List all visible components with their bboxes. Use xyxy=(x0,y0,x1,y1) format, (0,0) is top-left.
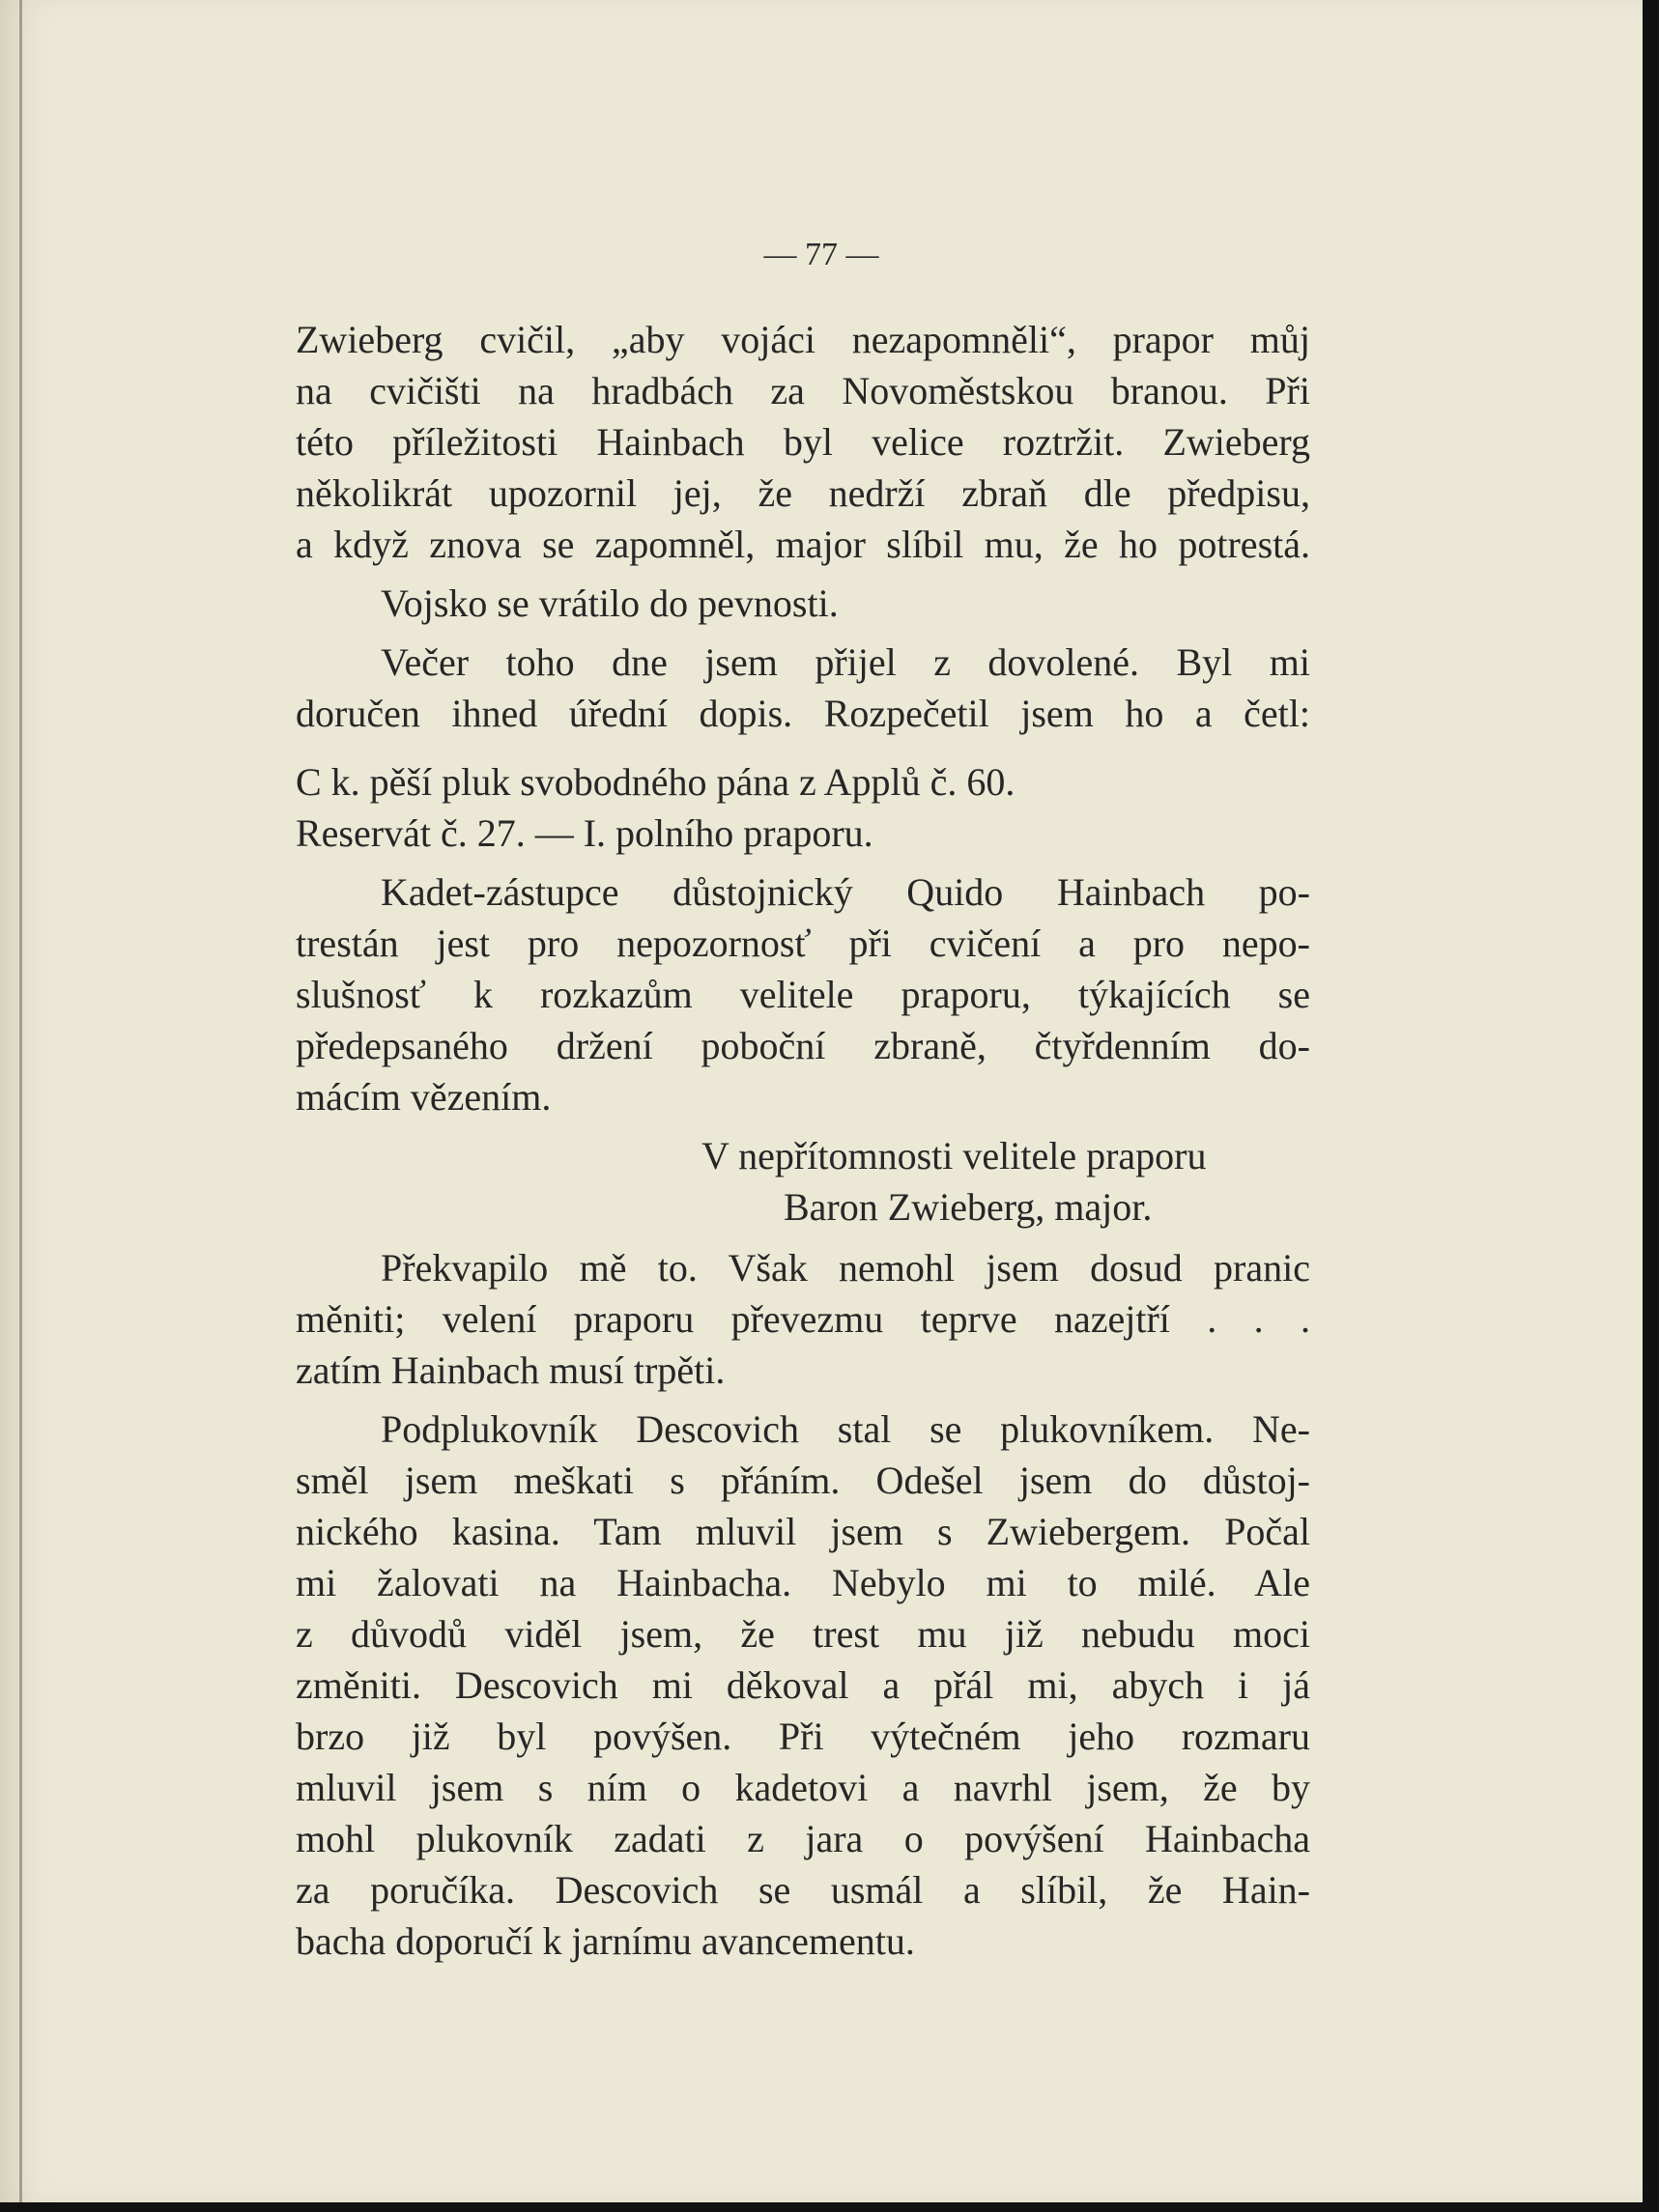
text-line: trestán jest pro nepozornosť při cvičení a pro nepo- xyxy=(296,922,1310,965)
order-signature xyxy=(296,1130,1310,1233)
paragraph-order xyxy=(296,866,1310,1122)
scan-bottom-edge xyxy=(0,2202,1659,2212)
text-line: několikrát upozornil jej, že nedrží zbraň dle předpisu, xyxy=(296,471,1310,515)
text-line: z důvodů viděl jsem, že trest mu již nebudu moci xyxy=(296,1612,1310,1656)
heading-line-regiment: C k. pěší pluk svobodného pána z Applů č. 60. xyxy=(296,760,1015,804)
text-line: Vojsko se vrátilo do pevnosti. xyxy=(381,581,839,625)
text-line: této příležitosti Hainbach byl velice roztržit. Zwieberg xyxy=(296,420,1310,464)
text-line: slušnosť k rozkazům velitele praporu, týkajících se xyxy=(296,973,1310,1016)
text-line: bacha doporučí k jarnímu avancementu. xyxy=(296,1919,915,1963)
paragraph-3 xyxy=(296,637,1310,739)
text-line: a když znova se zapomněl, major slíbil mu, že ho potrestá. xyxy=(296,523,1310,566)
text-line: Podplukovník Descovich stal se plukovníkem. Ne- xyxy=(381,1407,1310,1451)
text-line: předepsaného držení poboční zbraně, čtyřdenním do- xyxy=(296,1024,1310,1067)
text-line: měniti; velení praporu převezmu teprve nazejtří . . . xyxy=(296,1297,1310,1341)
paragraph-6 xyxy=(296,1404,1310,1967)
text-line: mácím vězením. xyxy=(296,1075,552,1119)
page-number: — 77 — xyxy=(763,237,879,272)
text-line: Kadet-zástupce důstojnický Quido Hainbach po- xyxy=(381,870,1310,914)
text-line: mi žalovati na Hainbacha. Nebylo mi to milé. Ale xyxy=(296,1561,1310,1604)
page-body xyxy=(296,314,1310,1974)
text-line: na cvičišti na hradbách za Novoměstskou branou. Při xyxy=(296,369,1310,412)
text-line: Překvapilo mě to. Však nemohl jsem dosud pranic xyxy=(381,1246,1310,1290)
scan-right-edge xyxy=(1643,0,1659,2212)
signature-line-2: Baron Zwieberg, major. xyxy=(784,1185,1153,1229)
text-line: nického kasina. Tam mluvil jsem s Zwiebergem. Počal xyxy=(296,1510,1310,1553)
signature-line-1: V nepřítomnosti velitele praporu xyxy=(701,1134,1207,1177)
text-line: za poručíka. Descovich se usmál a slíbil, že Hain- xyxy=(296,1868,1310,1912)
text-line: doručen ihned úřední dopis. Rozpečetil jsem ho a četl: xyxy=(296,692,1310,735)
page-binding-edge xyxy=(19,0,43,2202)
paragraph-2 xyxy=(296,578,1310,629)
order-heading xyxy=(296,756,1310,859)
text-line: zatím Hainbach musí trpěti. xyxy=(296,1348,726,1392)
paragraph-1 xyxy=(296,314,1310,570)
paragraph-5 xyxy=(296,1242,1310,1396)
text-line: brzo již byl povýšen. Při výtečném jeho rozmaru xyxy=(296,1715,1310,1758)
text-line: Zwieberg cvičil, „aby vojáci nezapomněli“, prapor můj xyxy=(296,318,1310,361)
text-line: Večer toho dne jsem přijel z dovolené. Byl mi xyxy=(381,640,1310,684)
heading-line-reservat: Reservát č. 27. — I. polního praporu. xyxy=(296,811,873,855)
text-line: směl jsem meškati s přáním. Odešel jsem do důstoj- xyxy=(296,1459,1310,1502)
text-line: mohl plukovník zadati z jara o povýšení Hainbacha xyxy=(296,1817,1310,1860)
text-line: změniti. Descovich mi děkoval a přál mi, abych i já xyxy=(296,1663,1310,1707)
text-line: mluvil jsem s ním o kadetovi a navrhl jsem, že by xyxy=(296,1766,1310,1809)
